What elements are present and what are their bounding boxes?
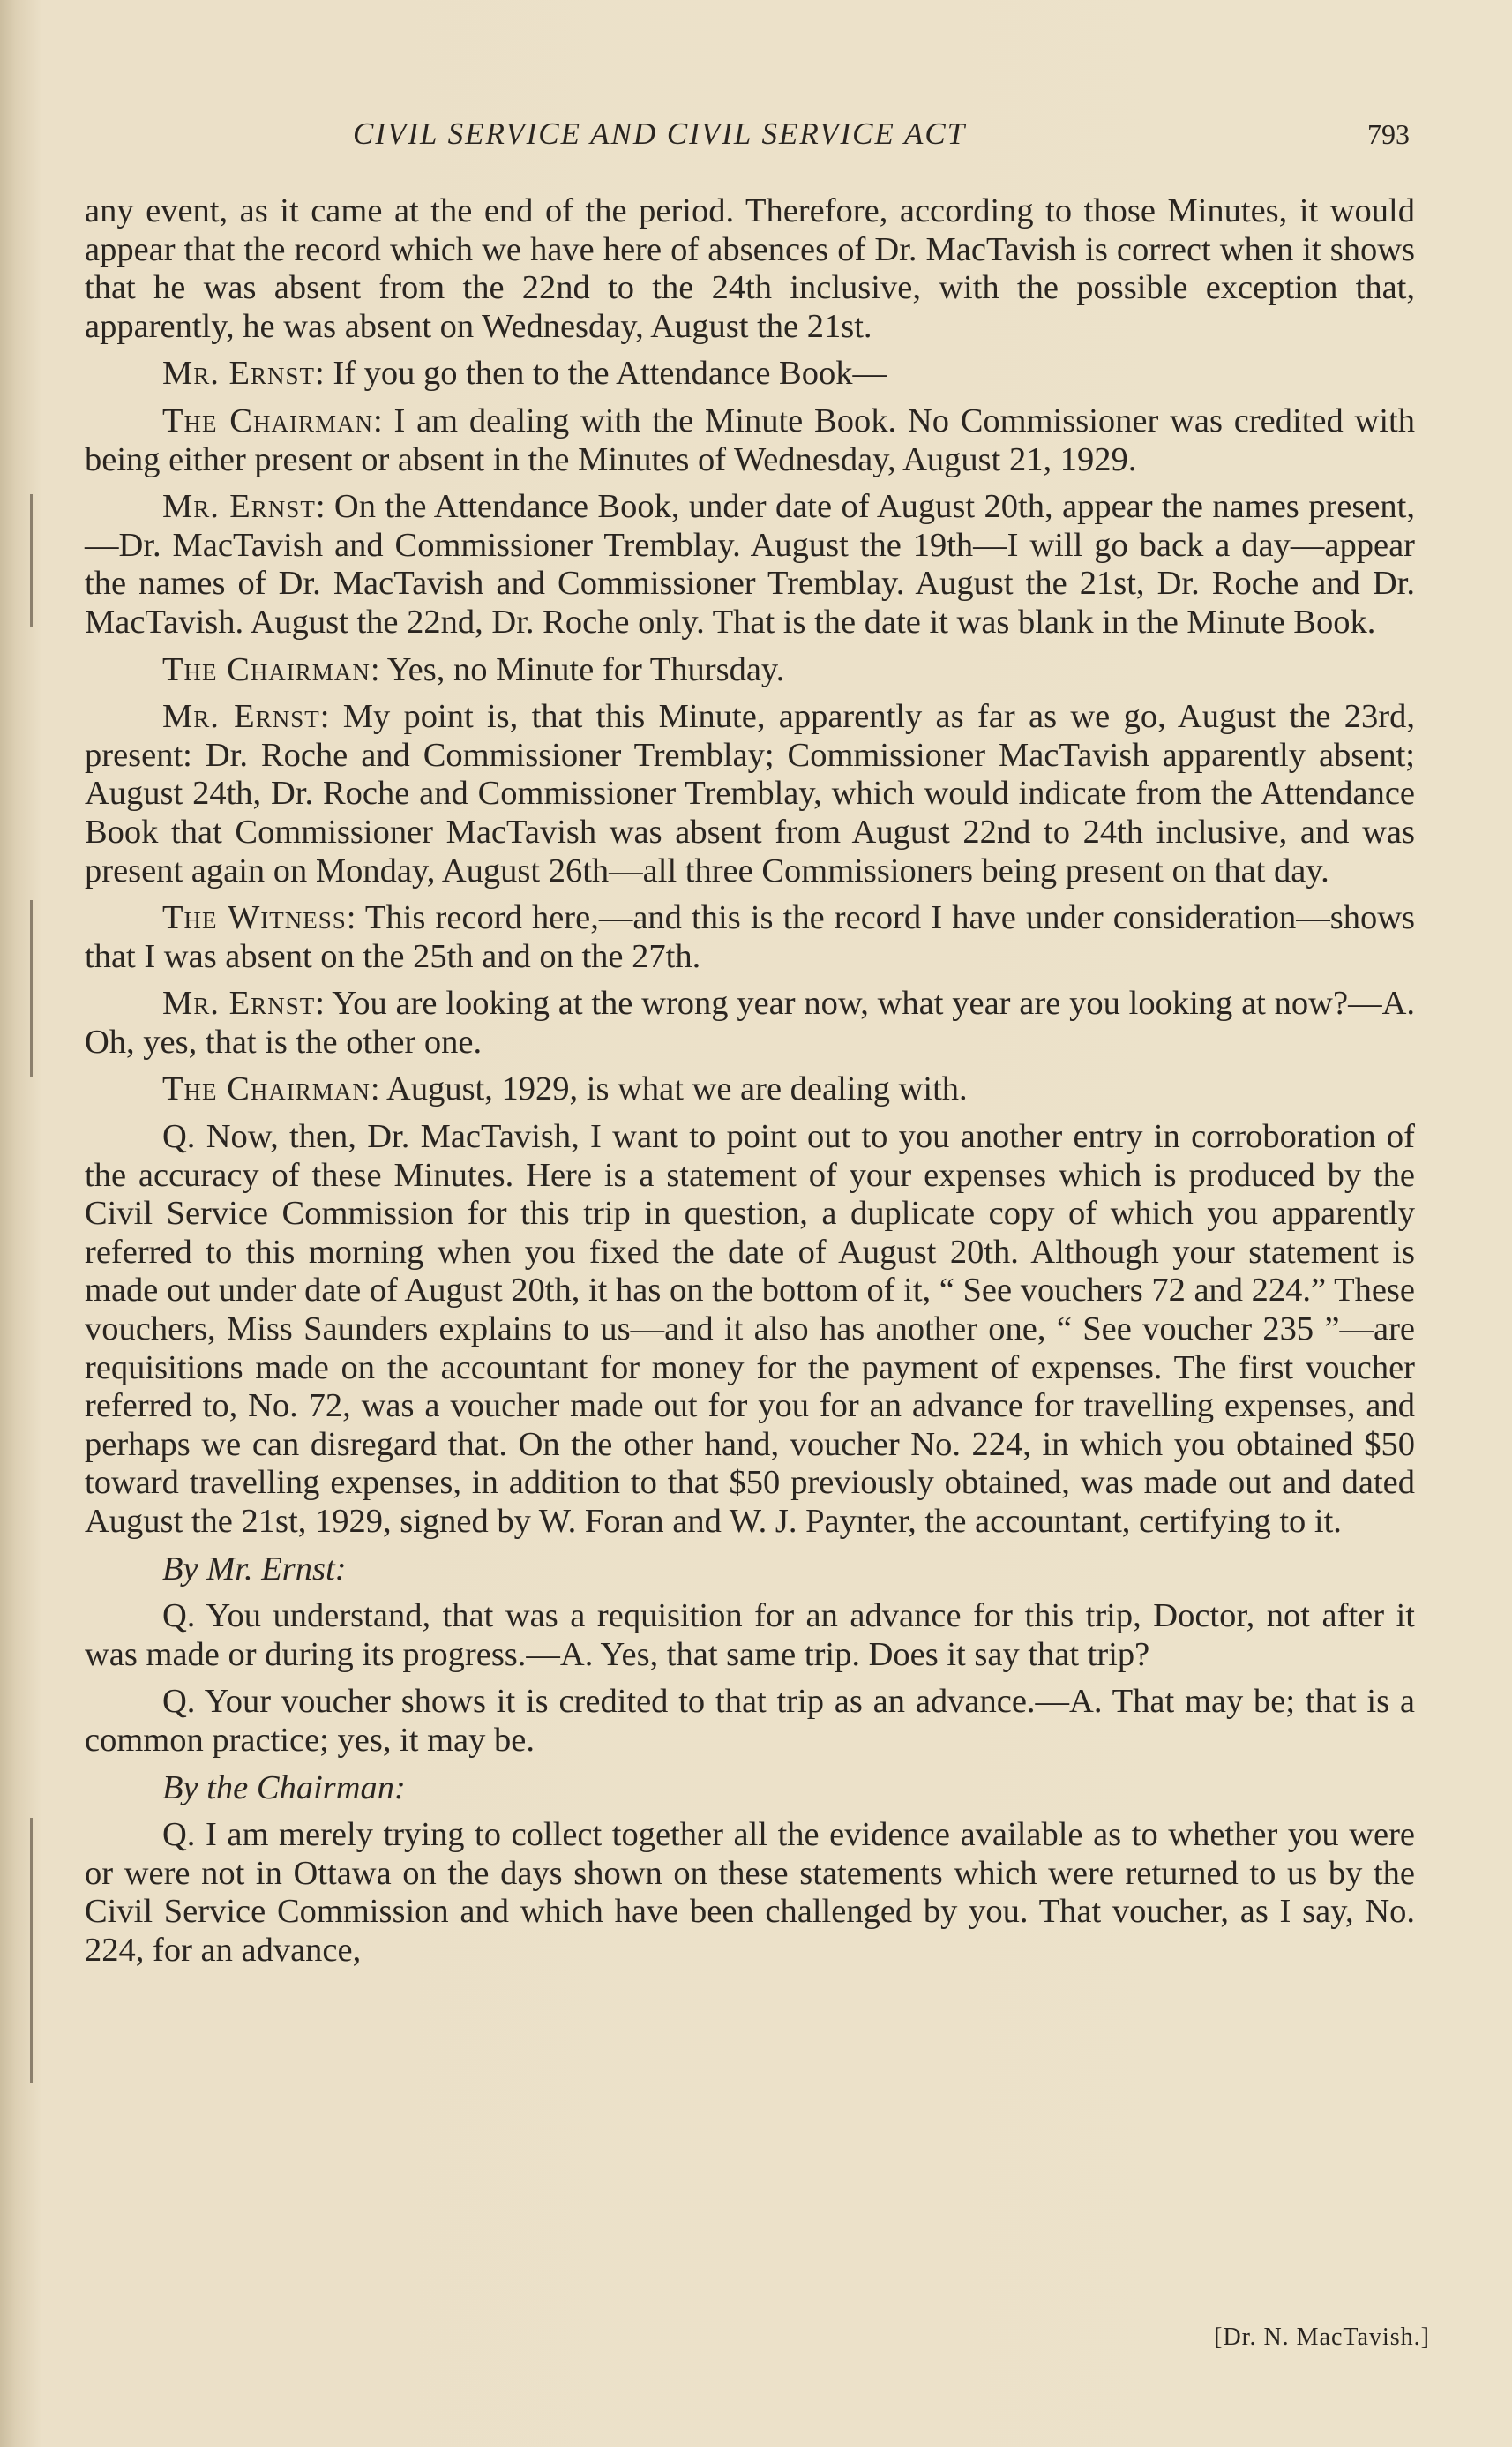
paragraph-text: : If you go then to the Attendance Book—	[315, 355, 887, 393]
witness-footer-tag: [Dr. N. MacTavish.]	[1214, 2323, 1430, 2351]
paragraph	[85, 488, 1415, 642]
paragraph-text: : August, 1929, is what we are dealing with.	[370, 1070, 968, 1108]
binding-edge-mark	[30, 494, 33, 627]
section-subheading: By Mr. Ernst:	[162, 1550, 347, 1588]
speaker: The Chairman	[162, 1070, 371, 1108]
paragraph	[85, 698, 1415, 890]
paragraph	[85, 355, 1415, 394]
paragraph	[85, 1070, 1415, 1109]
paragraph	[85, 899, 1415, 976]
binding-edge-mark	[30, 900, 33, 1077]
page-number: 793	[1367, 118, 1410, 150]
paragraph-text: : Yes, no Minute for Thursday.	[370, 650, 785, 688]
paragraph-text: : My point is, that this Minute, apparently as far as we go, August the 23rd, present: Dr. Roche and Commissioner Tremblay; Commissioner MacTavish apparently absent; August 24th, Dr. Roche and Commissioner Tremblay, which would indicate from the Attendance Book that Commissioner MacTavish was absent from August 22nd to 24th inclusive, and was present again on Monday, August 26th—all three Commissioners being present on that day.	[85, 698, 1415, 889]
binding-edge-mark	[30, 1818, 33, 2083]
paragraph	[85, 651, 1415, 690]
page-header	[141, 116, 1420, 161]
speaker: The Chairman	[162, 402, 373, 439]
paragraph	[85, 985, 1415, 1062]
paragraph-text: : On the Attendance Book, under date of August 20th, appear the names present,—Dr. MacTavish and Commissioner Tremblay. August the 19th—I will go back a day—appear the names of Dr. MacTavish and Commissioner Tremblay. August the 21st, Dr. Roche and Dr. MacTavish. August the 22nd, Dr. Roche only. That is the date it was blank in the Minute Book.	[85, 488, 1415, 641]
section-subheading: By the Chairman:	[162, 1768, 406, 1806]
paragraph: Q. I am merely trying to collect together all the evidence available as to whether you were or were not in Ottawa on the days shown on these statements which were returned to us by the Civil Service Commission and which have been challenged by you. That voucher, as I say, No. 224, for an advance,	[85, 1816, 1415, 1969]
running-title: CIVIL SERVICE AND CIVIL SERVICE ACT	[353, 116, 967, 151]
paragraph: any event, as it came at the end of the period. Therefore, according to those Minutes, it would appear that the record which we have here of absences of Dr. MacTavish is correct when it shows that he was absent from the 22nd to the 24th inclusive, with the possible exception that, apparently, he was absent on Wednesday, August the 21st.	[85, 192, 1415, 345]
paragraph	[85, 402, 1415, 479]
speaker: Mr. Ernst	[162, 698, 320, 736]
paragraph-text: : I am dealing with the Minute Book. No Commissioner was credited with being either present or absent in the Minutes of Wednesday, August 21, 1929.	[85, 402, 1415, 478]
speaker: The Witness	[162, 899, 347, 937]
paragraph: Q. Now, then, Dr. MacTavish, I want to point out to you another entry in corroboration of the accuracy of these Minutes. Here is a statement of your expenses which is produced by the Civil Service Commission for this trip in question, a duplicate copy of which you apparently referred to this morning when you fixed the date of August 20th. Although your statement is made out under date of August 20th, it has on the bottom of it, “ See vouchers 72 and 224.” These vouchers, Miss Saunders explains to us—and it also has another one, “ See voucher 235 ”—are requisitions made on the accountant for money for the payment of expenses. The first voucher referred to, No. 72, was a voucher made out for you for an advance for travelling expenses, and perhaps we can disregard that. On the other hand, voucher No. 224, in which you obtained $50 toward travelling expenses, in addition to that $50 previously obtained, was made out and dated August the 21st, 1929, signed by W. Foran and W. J. Paynter, the accountant, certifying to it.	[85, 1118, 1415, 1540]
speaker: Mr. Ernst	[162, 488, 316, 526]
paragraph: Q. You understand, that was a requisition for an advance for this trip, Doctor, not after it was made or during its progress.—A. Yes, that same trip. Does it say that trip?	[85, 1597, 1415, 1673]
speaker: Mr. Ernst	[162, 355, 316, 393]
paragraph-text: : This record here,—and this is the record I have under consideration—shows that I was absent on the 25th and on the 27th.	[85, 899, 1415, 975]
speaker: Mr. Ernst	[162, 985, 316, 1023]
speaker: The Chairman	[162, 650, 371, 688]
paragraph: Q. Your voucher shows it is credited to that trip as an advance.—A. That may be; that is a common practice; yes, it may be.	[85, 1683, 1415, 1759]
paragraph-text: : You are looking at the wrong year now, what year are you looking at now?—A. Oh, yes, that is the other one.	[85, 985, 1415, 1061]
page-body	[85, 192, 1415, 1979]
